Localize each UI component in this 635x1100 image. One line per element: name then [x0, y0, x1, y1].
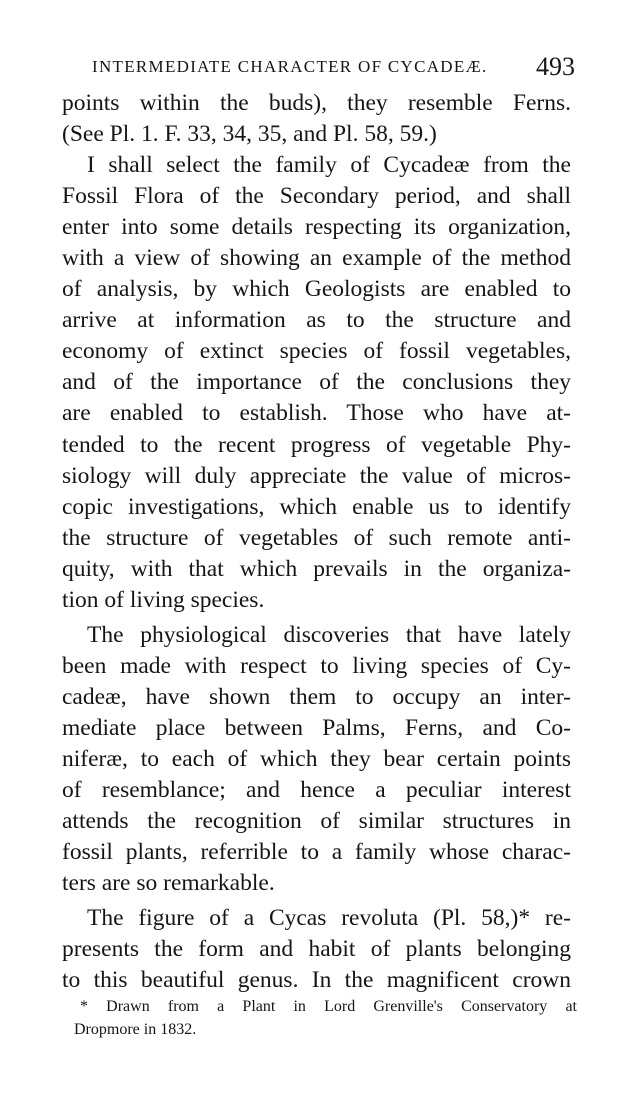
paragraph-continuation: [62, 88, 571, 150]
text-line: economy of extinct species of fossil vegetables,: [62, 338, 571, 365]
text-line: Fossil Flora of the Secondary period, and shall: [62, 183, 571, 210]
text-line: presents the form and habit of plants belonging: [62, 936, 571, 963]
text-line: The figure of a Cycas revoluta (Pl. 58,)* re-: [87, 905, 571, 932]
text-line: the structure of vegetables of such remote anti-: [62, 524, 571, 551]
text-line: of analysis, by which Geologists are enabled to: [62, 276, 571, 303]
text-line: enter into some details respecting its organization,: [62, 214, 571, 241]
text-line: tended to the recent progress of vegetable Phy-: [62, 431, 571, 458]
text-line: ters are so remarkable.: [62, 870, 275, 897]
text-line: of resemblance; and hence a peculiar interest: [62, 777, 571, 804]
text-line: fossil plants, referrible to a family whose charac-: [62, 839, 571, 866]
paragraph-cycadeae-selection: [62, 150, 571, 616]
body-text: [62, 88, 571, 996]
text-line: copic investigations, which enable us to identify: [62, 493, 571, 520]
text-line: attends the recognition of similar structures in: [62, 808, 571, 835]
paragraph-physiological-discoveries: [62, 620, 571, 899]
footnote: [74, 995, 577, 1041]
page-number: 493: [536, 52, 575, 81]
text-line: been made with respect to living species of Cy-: [62, 652, 571, 679]
footnote-line: * Drawn from a Plant in Lord Grenville's Conservatory at: [80, 998, 577, 1015]
text-line: with a view of showing an example of the method: [62, 245, 571, 272]
text-line: to this beautiful genus. In the magnificent crown: [62, 967, 571, 994]
text-line: arrive at information as to the structure and: [62, 307, 571, 334]
running-title: INTERMEDIATE CHARACTER OF CYCADEÆ.: [92, 57, 488, 76]
text-line: The physiological discoveries that have lately: [87, 621, 571, 648]
footnote-line: Dropmore in 1832.: [74, 1021, 197, 1038]
text-line: mediate place between Palms, Ferns, and Co-: [62, 714, 571, 741]
text-line: points within the buds), they resemble Ferns.: [62, 90, 571, 116]
text-line: niferæ, to each of which they bear certain points: [62, 745, 571, 772]
text-line: siology will duly appreciate the value of micros-: [62, 462, 571, 489]
running-head: [92, 52, 575, 82]
text-line: and of the importance of the conclusions they: [62, 369, 571, 396]
text-line: I shall select the family of Cycadeæ from the: [87, 152, 571, 179]
text-line: cadeæ, have shown them to occupy an inter-: [62, 683, 571, 710]
text-line: tion of living species.: [62, 586, 265, 613]
text-line: (See Pl. 1. F. 33, 34, 35, and Pl. 58, 59.): [62, 121, 437, 148]
text-line: are enabled to establish. Those who have at-: [62, 400, 571, 427]
text-line: quity, with that which prevails in the organiza-: [62, 555, 571, 582]
paragraph-cycas-revoluta: [62, 903, 571, 996]
